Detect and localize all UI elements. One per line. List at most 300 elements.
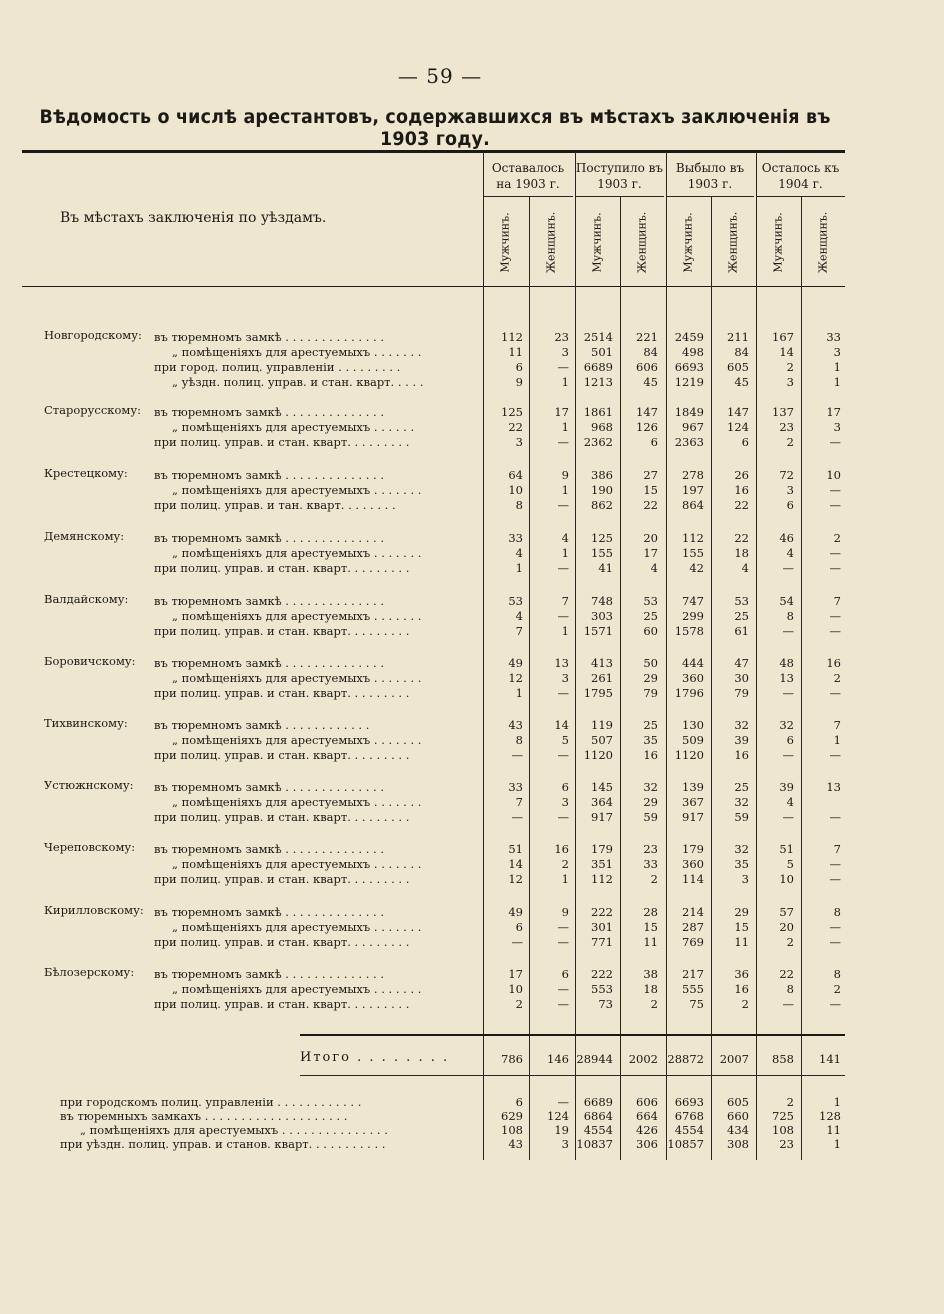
table-cell: 32	[643, 780, 658, 794]
table-cell: 41	[598, 561, 613, 575]
table-cell: 23	[554, 330, 569, 344]
table-cell: 261	[591, 671, 613, 685]
summary-cell: 6	[515, 1095, 523, 1109]
table-cell: 386	[591, 468, 613, 482]
table-cell: 1849	[674, 405, 704, 419]
place-label: „ помѣщеніяхъ для арестуемыхъ . . . . . . .	[172, 795, 422, 809]
table-cell: 1	[561, 872, 569, 886]
table-cell: 22	[643, 498, 658, 512]
summary-cell: 4554	[674, 1123, 704, 1137]
table-cell: 16	[826, 656, 841, 670]
table-cell: 8	[786, 982, 794, 996]
table-cell: 33	[826, 330, 841, 344]
table-cell: 112	[591, 872, 613, 886]
table-cell: 30	[734, 671, 749, 685]
total-cell: 2002	[628, 1052, 658, 1066]
table-cell: 4	[561, 531, 569, 545]
table-cell: —	[829, 686, 841, 700]
table-cell: 367	[682, 795, 704, 809]
place-label: при полиц. управ. и тан. кварт. . . . . . . .	[154, 498, 396, 512]
table-cell: —	[829, 857, 841, 871]
place-label: „ помѣщеніяхъ для арестуемыхъ . . . . . . .	[172, 733, 422, 747]
place-label: въ тюремномъ замкѣ . . . . . . . . . . . . . .	[154, 905, 384, 919]
table-cell: 9	[515, 375, 523, 389]
place-label: при полиц. управ. и стан. кварт. . . . . . . . .	[154, 748, 410, 762]
table-cell: 8	[515, 733, 523, 747]
district-name: Валдайскому:	[44, 592, 129, 606]
place-label: въ тюремномъ замкѣ . . . . . . . . . . . . . .	[154, 656, 384, 670]
table-cell: 6693	[674, 360, 704, 374]
district-name: Кирилловскому:	[44, 903, 144, 917]
table-cell: —	[829, 624, 841, 638]
table-cell: 15	[643, 483, 658, 497]
table-cell: 10	[826, 468, 841, 482]
table-cell: 968	[591, 420, 613, 434]
total-label: Итого . . . . . . . .	[300, 1050, 450, 1065]
table-cell: 20	[643, 531, 658, 545]
table-cell: 1	[515, 561, 523, 575]
table-cell: 7	[833, 842, 841, 856]
summary-cell: 6768	[674, 1109, 704, 1123]
table-cell: 124	[727, 420, 749, 434]
table-cell: 6	[741, 435, 749, 449]
table-cell: 2459	[674, 330, 704, 344]
table-cell: 36	[734, 967, 749, 981]
table-cell: —	[829, 546, 841, 560]
table-cell: 2	[833, 671, 841, 685]
table-cell: 139	[682, 780, 704, 794]
table-cell: —	[557, 561, 569, 575]
summary-cell: 10857	[667, 1137, 704, 1151]
place-label: въ тюремномъ замкѣ . . . . . . . . . . . . . .	[154, 330, 384, 344]
table-cell: 57	[779, 905, 794, 919]
table-cell: 46	[779, 531, 794, 545]
table-cell: —	[829, 920, 841, 934]
table-cell: —	[782, 997, 794, 1011]
summary-cell: 6864	[583, 1109, 613, 1123]
table-cell: 7	[561, 594, 569, 608]
table-cell: 299	[682, 609, 704, 623]
table-cell: —	[557, 935, 569, 949]
table-cell: 2	[786, 360, 794, 374]
table-cell: —	[829, 810, 841, 824]
table-cell: —	[829, 748, 841, 762]
left-column-header: Въ мѣстахъ заключенія по уѣздамъ.	[60, 210, 327, 226]
place-label: „ помѣщеніяхъ для арестуемыхъ . . . . . . .	[172, 483, 422, 497]
table-cell: —	[557, 609, 569, 623]
table-cell: —	[829, 435, 841, 449]
district-name: Череповскому:	[44, 840, 136, 854]
summary-rule	[300, 1075, 845, 1076]
table-cell: —	[557, 498, 569, 512]
table-cell: 39	[779, 780, 794, 794]
table-cell: 444	[682, 656, 704, 670]
table-cell: 45	[734, 375, 749, 389]
table-cell: —	[829, 609, 841, 623]
table-cell: 47	[734, 656, 749, 670]
place-label: въ тюремномъ замкѣ . . . . . . . . . . . . . .	[154, 405, 384, 419]
summary-cell: 4554	[583, 1123, 613, 1137]
table-cell: 4	[741, 561, 749, 575]
table-cell: 22	[508, 420, 523, 434]
table-cell: 53	[734, 594, 749, 608]
table-cell: 1	[833, 375, 841, 389]
sub-header-label: Женщинъ.	[635, 211, 649, 273]
table-cell: 1	[561, 420, 569, 434]
table-cell: 864	[682, 498, 704, 512]
place-label: въ тюремномъ замкѣ . . . . . . . . . . . . . .	[154, 468, 384, 482]
table-cell: 29	[643, 795, 658, 809]
table-cell: 2363	[674, 435, 704, 449]
table-cell: 22	[779, 967, 794, 981]
table-cell: 360	[682, 671, 704, 685]
summary-label: „ помѣщеніяхъ для арестуемыхъ . . . . . . . . . . . . . . .	[80, 1123, 388, 1137]
table-cell: 32	[734, 718, 749, 732]
table-cell: 2	[515, 997, 523, 1011]
place-label: „ помѣщеніяхъ для арестуемыхъ . . . . . . .	[172, 671, 422, 685]
summary-cell: 2	[786, 1095, 794, 1109]
total-cell: 858	[772, 1052, 794, 1066]
table-cell: 51	[508, 842, 523, 856]
table-cell: 14	[779, 345, 794, 359]
table-cell: —	[511, 748, 523, 762]
table-cell: 61	[734, 624, 749, 638]
table-cell: 747	[682, 594, 704, 608]
table-cell: 214	[682, 905, 704, 919]
table-cell: 16	[643, 748, 658, 762]
table-cell: 112	[682, 531, 704, 545]
summary-cell: 606	[636, 1095, 658, 1109]
summary-cell: 306	[636, 1137, 658, 1151]
table-cell: 3	[833, 420, 841, 434]
place-label: „ помѣщеніяхъ для арестуемыхъ . . . . . . .	[172, 920, 422, 934]
sub-header-label: Женщинъ.	[544, 211, 558, 273]
table-cell: 605	[727, 360, 749, 374]
column-sub-header	[531, 200, 571, 284]
table-cell: 179	[591, 842, 613, 856]
table-cell: 501	[591, 345, 613, 359]
table-cell: 49	[508, 905, 523, 919]
district-name: Старорусскому:	[44, 403, 142, 417]
table-cell: 2	[561, 857, 569, 871]
summary-cell: 108	[501, 1123, 523, 1137]
table-cell: 79	[643, 686, 658, 700]
table-cell: 49	[508, 656, 523, 670]
table-cell: —	[557, 920, 569, 934]
table-cell: 2	[741, 997, 749, 1011]
table-cell: 3	[786, 375, 794, 389]
table-cell: 364	[591, 795, 613, 809]
table-cell: 16	[734, 748, 749, 762]
group-header-rule	[575, 196, 664, 197]
table-cell: 1	[561, 546, 569, 560]
district-name: Тихвинскому:	[44, 716, 128, 730]
table-cell: 32	[734, 795, 749, 809]
table-cell: 114	[682, 872, 704, 886]
table-cell: 50	[643, 656, 658, 670]
table-cell: 72	[779, 468, 794, 482]
table-cell: 222	[591, 967, 613, 981]
table-cell: 769	[682, 935, 704, 949]
table-cell: 17	[554, 405, 569, 419]
column-sub-header	[713, 200, 753, 284]
table-cell: 1571	[583, 624, 613, 638]
table-cell: 2	[786, 935, 794, 949]
group-header-rule	[666, 196, 754, 197]
table-cell: —	[782, 686, 794, 700]
table-cell: —	[557, 997, 569, 1011]
place-label: „ помѣщеніяхъ для арестуемыхъ . . . . . . .	[172, 857, 422, 871]
table-cell: 27	[643, 468, 658, 482]
table-cell: 112	[501, 330, 523, 344]
place-label: въ тюремномъ замкѣ . . . . . . . . . . . . . .	[154, 780, 384, 794]
summary-cell: 1	[833, 1137, 841, 1151]
place-label: „ помѣщеніяхъ для арестуемыхъ . . . . . . .	[172, 982, 422, 996]
table-cell: 23	[779, 420, 794, 434]
summary-cell: 10837	[576, 1137, 613, 1151]
table-cell: 53	[643, 594, 658, 608]
group-header-rule	[483, 196, 573, 197]
sub-header-label: Женщинъ.	[726, 211, 740, 273]
table-cell: 125	[501, 405, 523, 419]
summary-cell: 11	[826, 1123, 841, 1137]
table-cell: 84	[643, 345, 658, 359]
total-cell: 146	[547, 1052, 569, 1066]
summary-cell: 6693	[674, 1095, 704, 1109]
column-group-header: Выбыло въ 1903 г.	[675, 161, 745, 191]
summary-cell: 1	[833, 1095, 841, 1109]
table-cell: 15	[643, 920, 658, 934]
column-sub-header	[803, 200, 843, 284]
summary-cell: —	[557, 1095, 569, 1109]
place-label: „ уѣздн. полиц. управ. и стан. кварт. . . . .	[172, 375, 424, 389]
table-cell: 7	[833, 718, 841, 732]
table-cell: 221	[636, 330, 658, 344]
table-cell: 35	[643, 733, 658, 747]
table-cell: —	[829, 935, 841, 949]
table-cell: 287	[682, 920, 704, 934]
table-cell: 12	[508, 872, 523, 886]
table-cell: 4	[650, 561, 658, 575]
table-cell: 64	[508, 468, 523, 482]
table-cell: —	[829, 498, 841, 512]
table-cell: 13	[826, 780, 841, 794]
table-cell: 4	[786, 795, 794, 809]
summary-cell: 434	[727, 1123, 749, 1137]
page-title: Вѣдомость о числѣ арестантовъ, содержавшихся въ мѣстахъ заключенія въ 1903 году.	[39, 106, 831, 150]
table-cell: 6	[561, 967, 569, 981]
table-cell: 4	[786, 546, 794, 560]
district-name: Боровичскому:	[44, 654, 136, 668]
table-cell: 1	[561, 483, 569, 497]
sub-header-label: Мужчинъ.	[771, 211, 785, 273]
table-cell: 43	[508, 718, 523, 732]
table-cell: 53	[508, 594, 523, 608]
table-cell: 4	[515, 546, 523, 560]
total-cell: 2007	[719, 1052, 749, 1066]
table-cell: 748	[591, 594, 613, 608]
sub-header-label: Мужчинъ.	[498, 211, 512, 273]
table-cell: 16	[734, 982, 749, 996]
summary-cell: 43	[508, 1137, 523, 1151]
table-cell: 7	[833, 594, 841, 608]
table-cell: 119	[591, 718, 613, 732]
table-cell: 29	[734, 905, 749, 919]
summary-cell: 19	[554, 1123, 569, 1137]
column-sub-header	[622, 200, 662, 284]
place-label: „ помѣщеніяхъ для арестуемыхъ . . . . . .	[172, 420, 415, 434]
table-cell: 45	[643, 375, 658, 389]
table-cell: 217	[682, 967, 704, 981]
summary-cell: 108	[772, 1123, 794, 1137]
table-cell: 1	[561, 375, 569, 389]
table-cell: 33	[643, 857, 658, 871]
table-cell: 25	[643, 609, 658, 623]
table-cell: 771	[591, 935, 613, 949]
table-cell: 6	[786, 733, 794, 747]
table-cell: 18	[734, 546, 749, 560]
table-cell: 303	[591, 609, 613, 623]
column-sub-header	[577, 200, 617, 284]
column-group-header: Осталось къ 1904 г.	[761, 161, 840, 191]
place-label: при город. полиц. управленіи . . . . . . . . .	[154, 360, 401, 374]
table-cell: —	[782, 810, 794, 824]
summary-cell: 725	[772, 1109, 794, 1123]
table-cell: 498	[682, 345, 704, 359]
place-label: въ тюремномъ замкѣ . . . . . . . . . . . . . .	[154, 531, 384, 545]
summary-cell: 605	[727, 1095, 749, 1109]
table-cell: 3	[561, 671, 569, 685]
table-cell: 8	[833, 905, 841, 919]
table-cell: 6689	[583, 360, 613, 374]
table-cell: 167	[772, 330, 794, 344]
table-cell: 32	[734, 842, 749, 856]
table-cell: 179	[682, 842, 704, 856]
table-cell: 3	[741, 872, 749, 886]
table-cell: 190	[591, 483, 613, 497]
place-label: въ тюремномъ замкѣ . . . . . . . . . . . . . .	[154, 842, 384, 856]
place-label: при полиц. управ. и стан. кварт. . . . . . . . .	[154, 935, 410, 949]
table-cell: 5	[786, 857, 794, 871]
table-cell: —	[782, 748, 794, 762]
table-cell: —	[557, 360, 569, 374]
table-cell: 73	[598, 997, 613, 1011]
table-cell: —	[557, 982, 569, 996]
table-cell: 22	[734, 498, 749, 512]
table-cell: 38	[643, 967, 658, 981]
table-cell: 211	[727, 330, 749, 344]
table-cell: 3	[786, 483, 794, 497]
table-cell: 606	[636, 360, 658, 374]
table-cell: 1219	[674, 375, 704, 389]
place-label: „ помѣщеніяхъ для арестуемыхъ . . . . . . .	[172, 546, 422, 560]
table-cell: 51	[779, 842, 794, 856]
summary-label: при городскомъ полиц. управленіи . . . . . . . . . . . .	[60, 1095, 362, 1109]
table-cell: 1578	[674, 624, 704, 638]
table-cell: 147	[636, 405, 658, 419]
table-cell: 4	[515, 609, 523, 623]
district-name: Бѣлозерскому:	[44, 965, 135, 979]
place-label: при полиц. управ. и стан. кварт. . . . . . . . .	[154, 810, 410, 824]
table-cell: —	[829, 483, 841, 497]
place-label: „ помѣщеніяхъ для арестуемыхъ . . . . . . .	[172, 345, 422, 359]
place-label: „ помѣщеніяхъ для арестуемыхъ . . . . . . .	[172, 609, 422, 623]
table-cell: 2362	[583, 435, 613, 449]
table-cell: 59	[643, 810, 658, 824]
table-cell: —	[782, 624, 794, 638]
place-label: въ тюремномъ замкѣ . . . . . . . . . . . . . .	[154, 967, 384, 981]
summary-cell: 629	[501, 1109, 523, 1123]
column-sub-header	[485, 200, 525, 284]
table-cell: 32	[779, 718, 794, 732]
table-cell: 413	[591, 656, 613, 670]
table-cell: 278	[682, 468, 704, 482]
table-cell: 7	[515, 795, 523, 809]
table-cell: 75	[689, 997, 704, 1011]
table-cell: 1	[515, 686, 523, 700]
table-cell: 12	[508, 671, 523, 685]
table-cell: 13	[779, 671, 794, 685]
column-sub-header	[758, 200, 798, 284]
table-cell: 137	[772, 405, 794, 419]
table-cell: 14	[508, 857, 523, 871]
table-cell: 16	[734, 483, 749, 497]
table-cell: —	[557, 810, 569, 824]
district-name: Новгородскому:	[44, 328, 142, 342]
table-cell: 1120	[583, 748, 613, 762]
column-group-header: Поступило въ 1903 г.	[575, 161, 664, 191]
total-cell: 28872	[667, 1052, 704, 1066]
table-cell: 301	[591, 920, 613, 934]
table-cell: 862	[591, 498, 613, 512]
table-cell: 8	[786, 609, 794, 623]
place-label: при полиц. управ. и стан. кварт. . . . . . . . .	[154, 872, 410, 886]
total-rule	[300, 1034, 845, 1036]
table-cell: 147	[727, 405, 749, 419]
place-label: при полиц. управ. и стан. кварт. . . . . . . . .	[154, 435, 410, 449]
table-cell: 8	[515, 498, 523, 512]
table-cell: 360	[682, 857, 704, 871]
place-label: въ тюремномъ замкѣ . . . . . . . . . . . .	[154, 718, 370, 732]
table-cell: 3	[561, 795, 569, 809]
table-cell: —	[557, 435, 569, 449]
table-cell: 155	[682, 546, 704, 560]
table-cell: 29	[643, 671, 658, 685]
table-cell: 351	[591, 857, 613, 871]
table-cell: 59	[734, 810, 749, 824]
total-cell: 141	[819, 1052, 841, 1066]
total-cell: 786	[501, 1052, 523, 1066]
table-cell: 48	[779, 656, 794, 670]
summary-cell: 664	[636, 1109, 658, 1123]
table-cell: 2	[786, 435, 794, 449]
table-cell: —	[557, 686, 569, 700]
table-cell: 28	[643, 905, 658, 919]
table-cell: 125	[591, 531, 613, 545]
table-cell: 26	[734, 468, 749, 482]
table-cell: —	[829, 561, 841, 575]
table-cell: 10	[779, 872, 794, 886]
table-cell: 33	[508, 531, 523, 545]
column-group-header: Оставалось на 1903 г.	[491, 161, 565, 191]
page-number: — 59 —	[397, 64, 483, 88]
summary-label: при уѣздн. полиц. управ. и станов. кварт. . . . . . . . . . .	[60, 1137, 386, 1151]
table-cell: 6	[515, 360, 523, 374]
table-cell: 16	[554, 842, 569, 856]
table-cell: 2	[833, 982, 841, 996]
table-cell: 555	[682, 982, 704, 996]
table-cell: 10	[508, 483, 523, 497]
